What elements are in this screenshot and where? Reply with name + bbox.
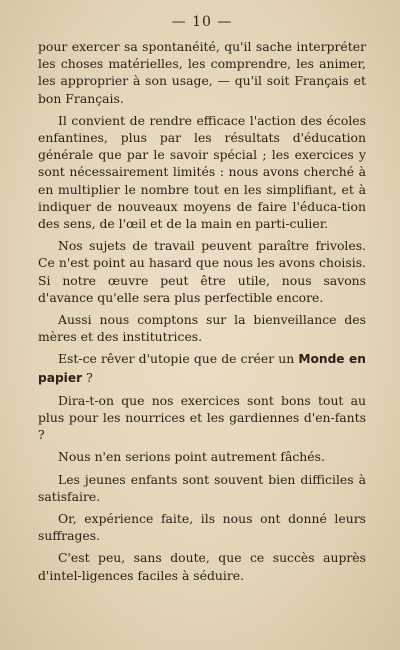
paragraph-sujets-de-travail: Nos sujets de travail peuvent paraître frivoles. Ce n'est point au hasard que nous les avons choisis. Si notre œuvre peut être utile, nous savons d'avance qu'elle sera plus perfectible encore. (38, 238, 366, 305)
paragraph-ecoles-enfantines: Il convient de rendre efficace l'action des écoles enfantines, plus par les résultats d'éducation générale que par le savoir spécial ; les exercices y sont nécessairement limités : nous avons cherché à en multiplier le nombre tout en les simplifiant, et à indiquer de nouveaux moyens de faire l'éduca-tion des sens, de l'œil et de la main en parti-culier. (38, 112, 366, 232)
utopie-text-after: ? (82, 369, 93, 385)
paragraph-jeunes-enfants: Les jeunes enfants sont souvent bien difficiles à satisfaire. (38, 471, 366, 504)
paragraph-suffrages: Or, expérience faite, ils nous ont donné leurs suffrages. (38, 511, 366, 544)
paragraph-faches: Nous n'en serions point autrement fâchés. (58, 449, 325, 465)
monde-en-papier-title: Monde en papier (38, 352, 366, 385)
paragraph-succes: C'est peu, sans doute, que ce succès auprès d'intel-ligences faciles à séduire. (38, 550, 366, 583)
paragraph-utopie (38, 350, 366, 386)
body-text (38, 38, 366, 584)
paragraph-bienveillance: Aussi nous comptons sur la bienveillance des mères et des institutrices. (38, 312, 366, 345)
utopie-text-before: Est-ce rêver d'utopie que de créer un (58, 351, 299, 367)
page-number: — 10 — (171, 14, 233, 30)
paragraph-continuation: pour exercer sa spontanéité, qu'il sache interpréter les choses matérielles, les comprendre, les animer, les approprier à son usage, — qu'il soit Français et bon Français. (38, 39, 366, 106)
paragraph-nourrices: Dira-t-on que nos exercices sont bons tout au plus pour les nourrices et les gardiennes d'en-fants ? (38, 392, 366, 443)
